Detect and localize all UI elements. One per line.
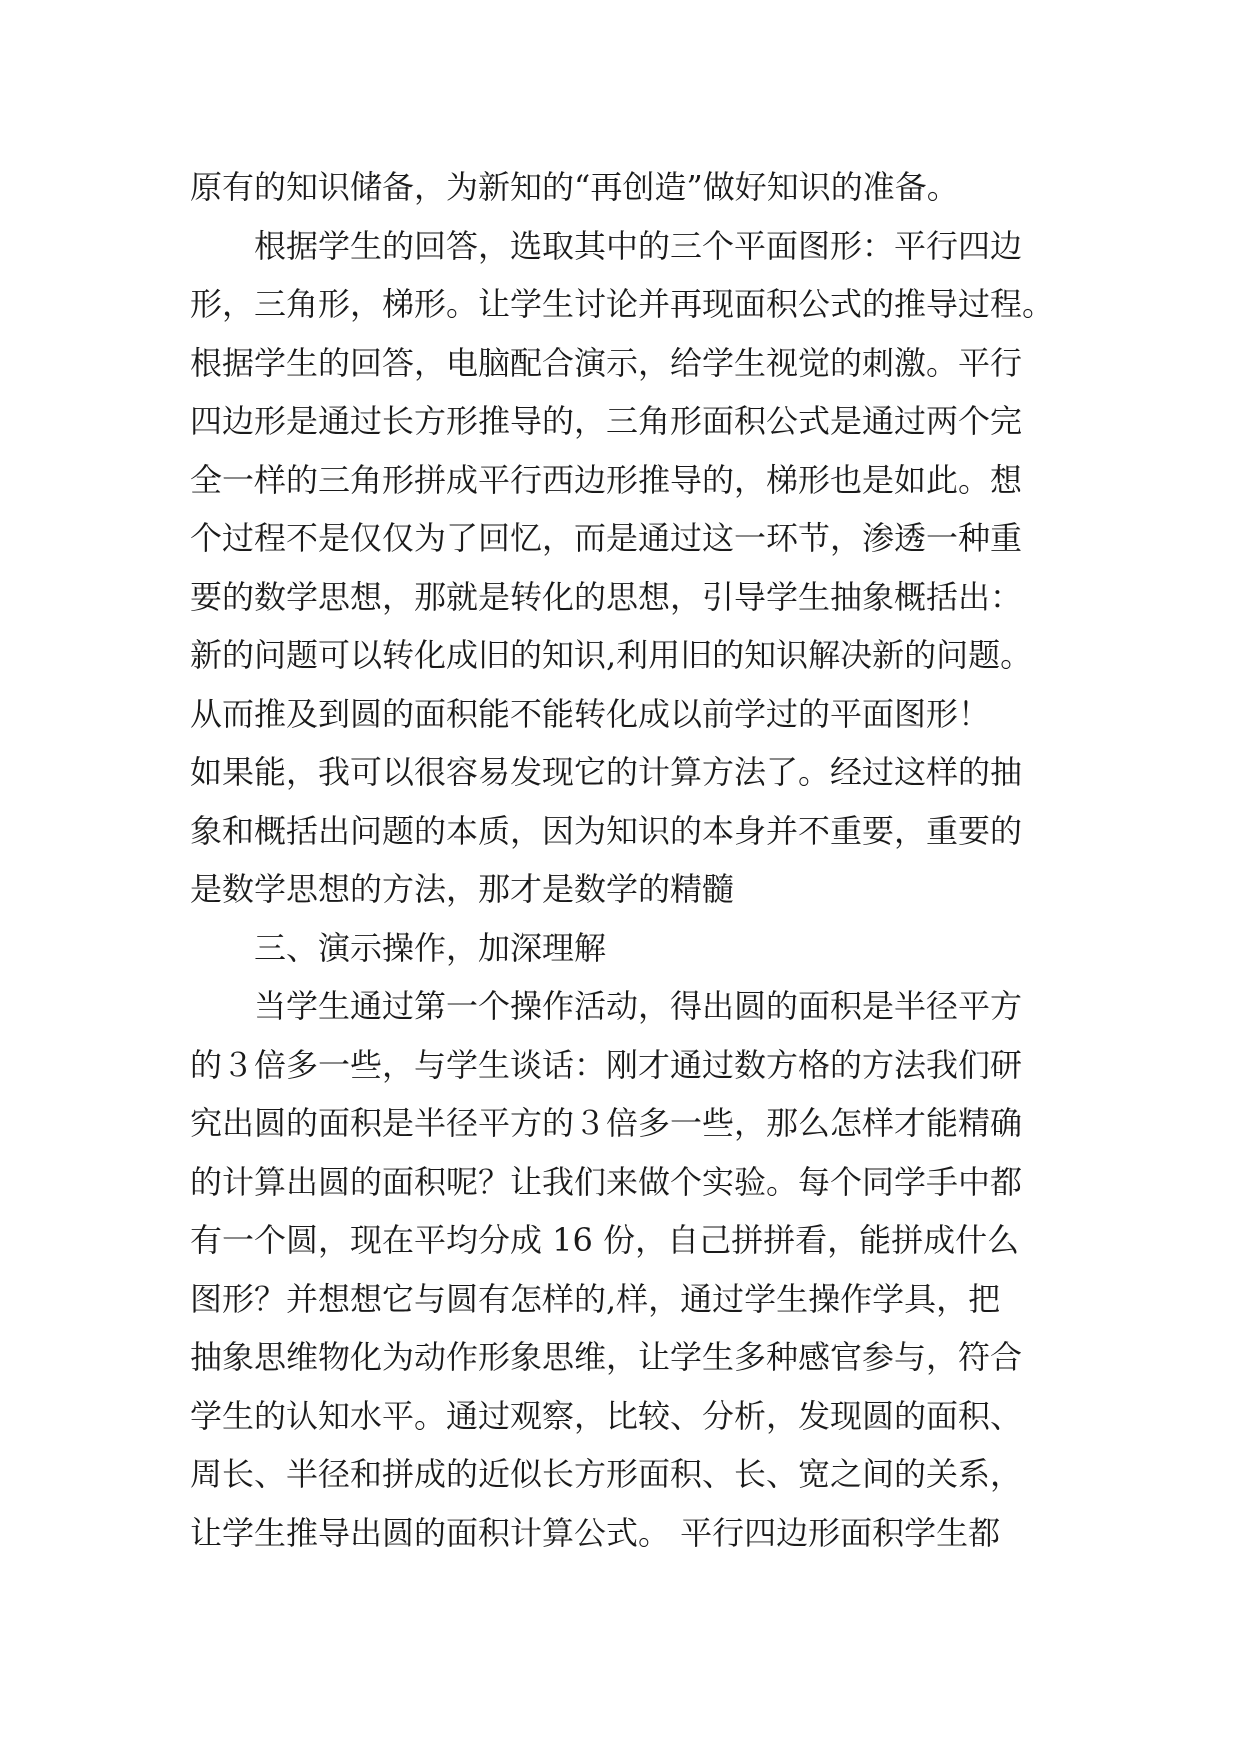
text-line: 有一个圆，现在平均分成 16 份，自己拼拼看，能拼成什么 — [190, 1221, 1020, 1259]
text-line: 全一样的三角形拼成平行西边形推导的，梯形也是如此。想 — [190, 460, 1023, 499]
text-line: 原有的知识储备，为新知的“再创造”做好知识的准备。 — [190, 168, 959, 206]
text-line: 四边形是通过长方形推导的，三角形面积公式是通过两个完 — [190, 402, 1023, 440]
text-line: 图形？并想想它与圆有怎样的,样，通过学生操作学具，把 — [190, 1279, 1001, 1318]
text-line: 象和概括出问题的本质，因为知识的本身并不重要，重要的 — [190, 811, 1023, 850]
text-line: 让学生推导出圆的面积计算公式。 平行四边形面积学生都 — [190, 1513, 1001, 1552]
text-line: 学生的认知水平。通过观察，比较、分析，发现圆的面积、 — [190, 1396, 1023, 1435]
text-line: 根据学生的回答，电脑配合演示，给学生视觉的刺激。平行 — [190, 343, 1023, 382]
paragraph-start-line: 根据学生的回答，选取其中的三个平面图形：平行四边 — [254, 226, 1023, 265]
text-line: 个过程不是仅仅为了回忆，而是通过这一环节，渗透一种重 — [190, 519, 1023, 557]
text-line: 的计算出圆的面积呢？让我们来做个实验。每个同学手中都 — [190, 1162, 1023, 1201]
text-line: 要的数学思想，那就是转化的思想，引导学生抽象概括出： — [190, 577, 1023, 616]
text-line: 是数学思想的方法，那才是数学的精髓 — [190, 870, 735, 908]
text-line: 如果能，我可以很容易发现它的计算方法了。经过这样的抽 — [190, 753, 1023, 791]
section-heading: 三、演示操作，加深理解 — [254, 928, 607, 967]
text-line: 新的问题可以转化成旧的知识,利用旧的知识解决新的问题。 — [190, 636, 1033, 674]
text-line: 周长、半径和拼成的近似长方形面积、长、宽之间的关系， — [190, 1455, 1023, 1493]
paragraph-start-line: 当学生通过第一个操作活动，得出圆的面积是半径平方 — [254, 987, 1023, 1025]
text-line: 形，三角形，梯形。让学生讨论并再现面积公式的推导过程。 — [190, 285, 1055, 323]
text-line: 究出圆的面积是半径平方的３倍多一些，那么怎样才能精确 — [190, 1104, 1023, 1142]
text-line: 从而推及到圆的面积能不能转化成以前学过的平面图形！ — [190, 694, 991, 733]
body-text — [190, 158, 1070, 1562]
text-line: 抽象思维物化为动作形象思维，让学生多种感官参与，符合 — [190, 1338, 1023, 1376]
text-line: 的３倍多一些，与学生谈话：刚才通过数方格的方法我们研 — [190, 1045, 1023, 1084]
